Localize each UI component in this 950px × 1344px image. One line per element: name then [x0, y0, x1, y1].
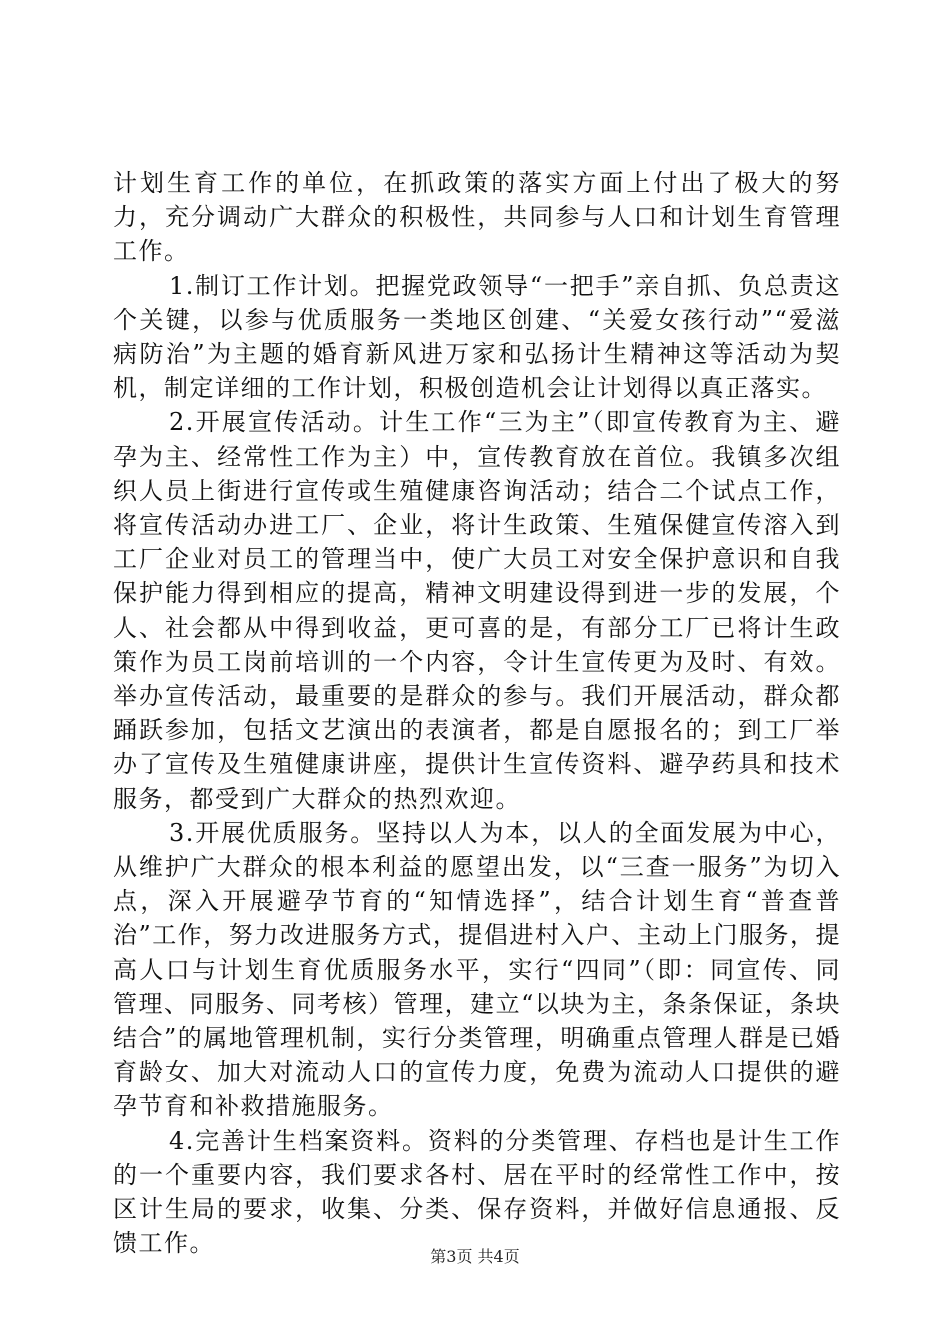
paragraph-archives: 4.完善计生档案资料。资料的分类管理、存档也是计生工作的一个重要内容，我们要求各村、居在平时的经常性工作中，按区计生局的要求，收集、分类、保存资料，并做好信息通报、反馈工作。 [113, 1126, 841, 1258]
paragraph-publicity: 2.开展宣传活动。计生工作“三为主”（即宣传教育为主、避孕为主、经常性工作为主）中，宣传教育放在首位。我镇多次组织人员上街进行宣传或生殖健康咨询活动；结合二个试点工作，将宣传活动办进工厂、企业，将计生政策、生殖保健宣传溶入到工厂企业对员工的管理当中，使广大员工对安全保护意识和自我保护能力得到相应的提高，精神文明建设得到进一步的发展，个人、社会都从中得到收益，更可喜的是，有部分工厂已将计生政策作为员工岗前培训的一个内容，令计生宣传更为及时、有效。举办宣传活动，最重要的是群众的参与。我们开展活动，群众都踊跃参加，包括文艺演出的表演者，都是自愿报名的；到工厂举办了宣传及生殖健康讲座，提供计生宣传资料、避孕药具和技术服务，都受到广大群众的热烈欢迎。 [113, 408, 841, 813]
document-body [113, 166, 841, 1261]
page-number-footer: 第3页 共4页 [430, 1247, 520, 1266]
paragraph-work-plan: 1.制订工作计划。把握党政领导“一把手”亲自抓、负总责这个关键，以参与优质服务一类地区创建、“关爱女孩行动”“爱滋病防治”为主题的婚育新风进万家和弘扬计生精神这等活动为契机，制定详细的工作计划，积极创造机会让计划得以真正落实。 [113, 271, 841, 403]
paragraph-quality-service: 3.开展优质服务。坚持以人为本，以人的全面发展为中心，从维护广大群众的根本利益的愿望出发，以“三查一服务”为切入点，深入开展避孕节育的“知情选择”，结合计划生育“普查普治”工作，努力改进服务方式，提倡进村入户、主动上门服务，提高人口与计划生育优质服务水平，实行“四同”（即：同宣传、同管理、同服务、同考核）管理，建立“以块为主，条条保证，条块结合”的属地管理机制，实行分类管理，明确重点管理人群是已婚育龄女、加大对流动人口的宣传力度，免费为流动人口提供的避孕节育和补救措施服务。 [113, 818, 841, 1121]
paragraph-continuation: 计划生育工作的单位，在抓政策的落实方面上付出了极大的努力，充分调动广大群众的积极性，共同参与人口和计划生育管理工作。 [113, 169, 841, 266]
